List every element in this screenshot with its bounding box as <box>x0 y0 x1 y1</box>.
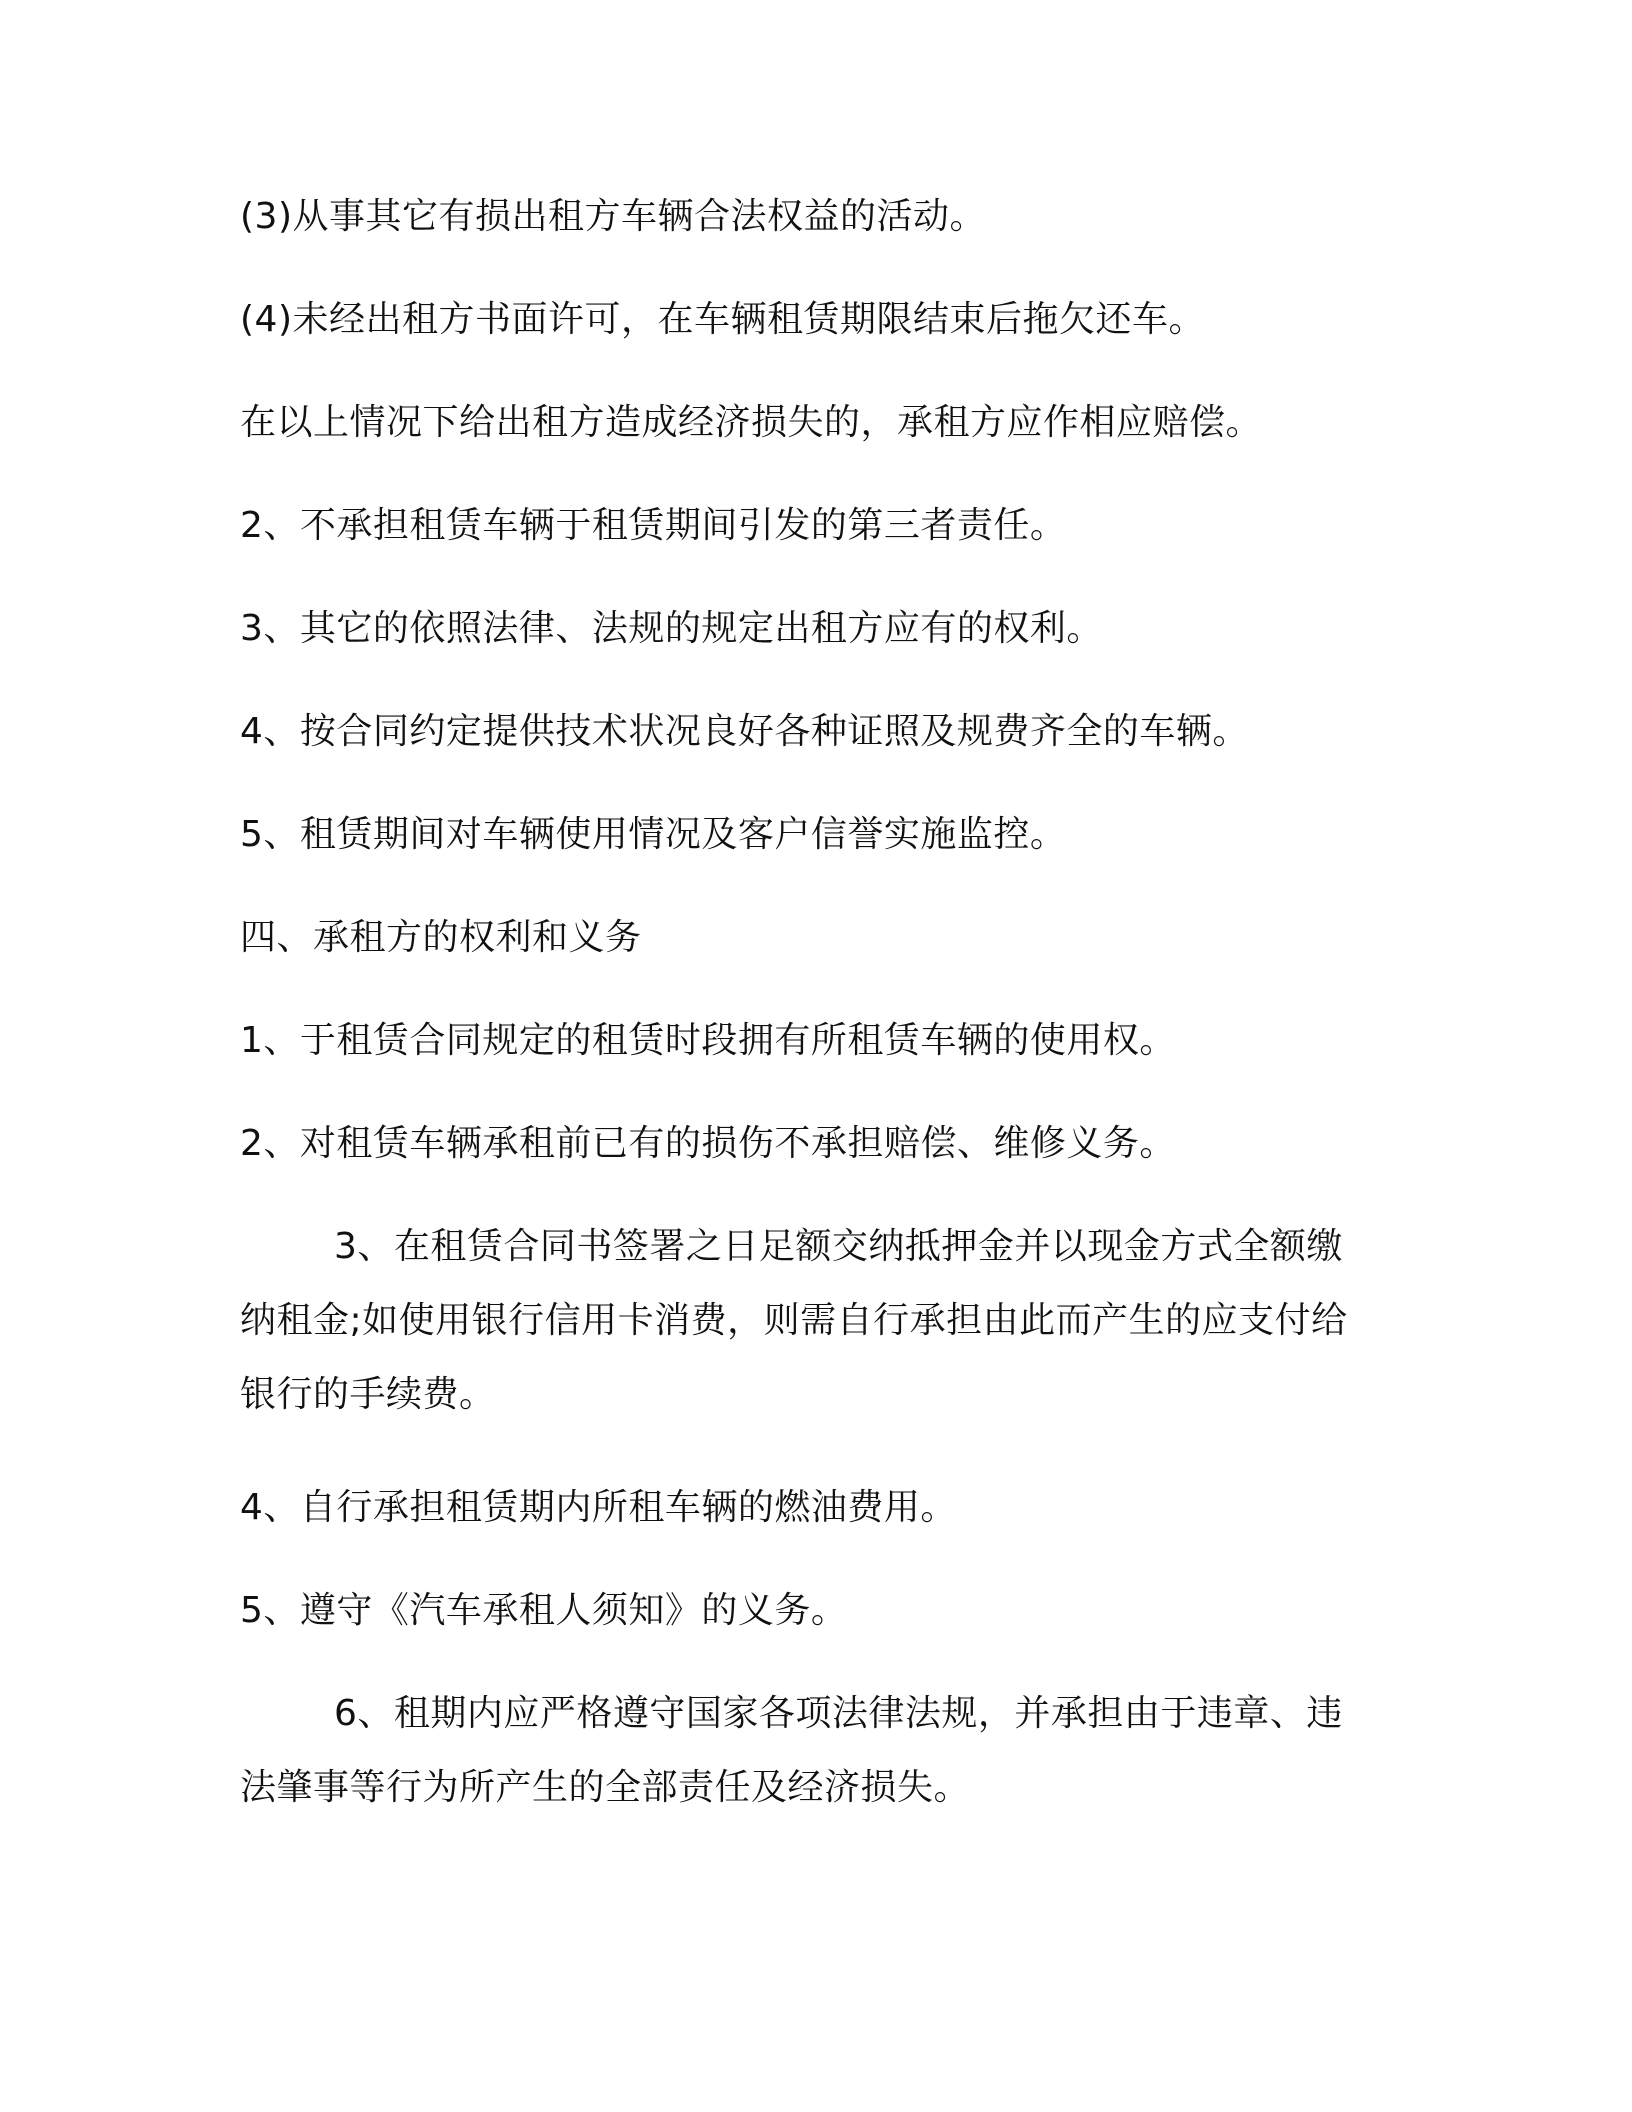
paragraph-lessor-5: 5、租赁期间对车辆使用情况及客户信誉实施监控。 <box>240 814 1067 855</box>
paragraph-lessee-3: 3、在租赁合同书签署之日足额交纳抵押金并以现金方式全额缴纳租金;如使用银行信用卡消费，则需自行承担由此而产生的应支付给银行的手续费。 <box>240 1226 1348 1415</box>
paragraph-lessee-1: 1、于租赁合同规定的租赁时段拥有所租赁车辆的使用权。 <box>240 1020 1176 1061</box>
paragraph-lessor-3: 3、其它的依照法律、法规的规定出租方应有的权利。 <box>240 608 1103 649</box>
paragraph-lessee-2: 2、对租赁车辆承租前已有的损伤不承担赔偿、维修义务。 <box>240 1123 1176 1164</box>
paragraph-lessee-6: 6、租期内应严格遵守国家各项法律法规，并承担由于违章、违法肇事等行为所产生的全部责任及经济损失。 <box>240 1693 1343 1808</box>
paragraph-lessee-4: 4、自行承担租赁期内所租车辆的燃油费用。 <box>240 1487 957 1528</box>
paragraph-item-3: (3)从事其它有损出租方车辆合法权益的活动。 <box>240 196 986 237</box>
section-heading-lessee: 四、承租方的权利和义务 <box>240 917 642 958</box>
paragraph-lessee-5: 5、遵守《汽车承租人须知》的义务。 <box>240 1590 848 1631</box>
paragraph-item-4: (4)未经出租方书面许可，在车辆租赁期限结束后拖欠还车。 <box>240 299 1205 340</box>
paragraph-compensation: 在以上情况下给出租方造成经济损失的，承租方应作相应赔偿。 <box>240 402 1263 443</box>
paragraph-lessor-4: 4、按合同约定提供技术状况良好各种证照及规费齐全的车辆。 <box>240 711 1249 752</box>
paragraph-lessor-2: 2、不承担租赁车辆于租赁期间引发的第三者责任。 <box>240 505 1067 546</box>
